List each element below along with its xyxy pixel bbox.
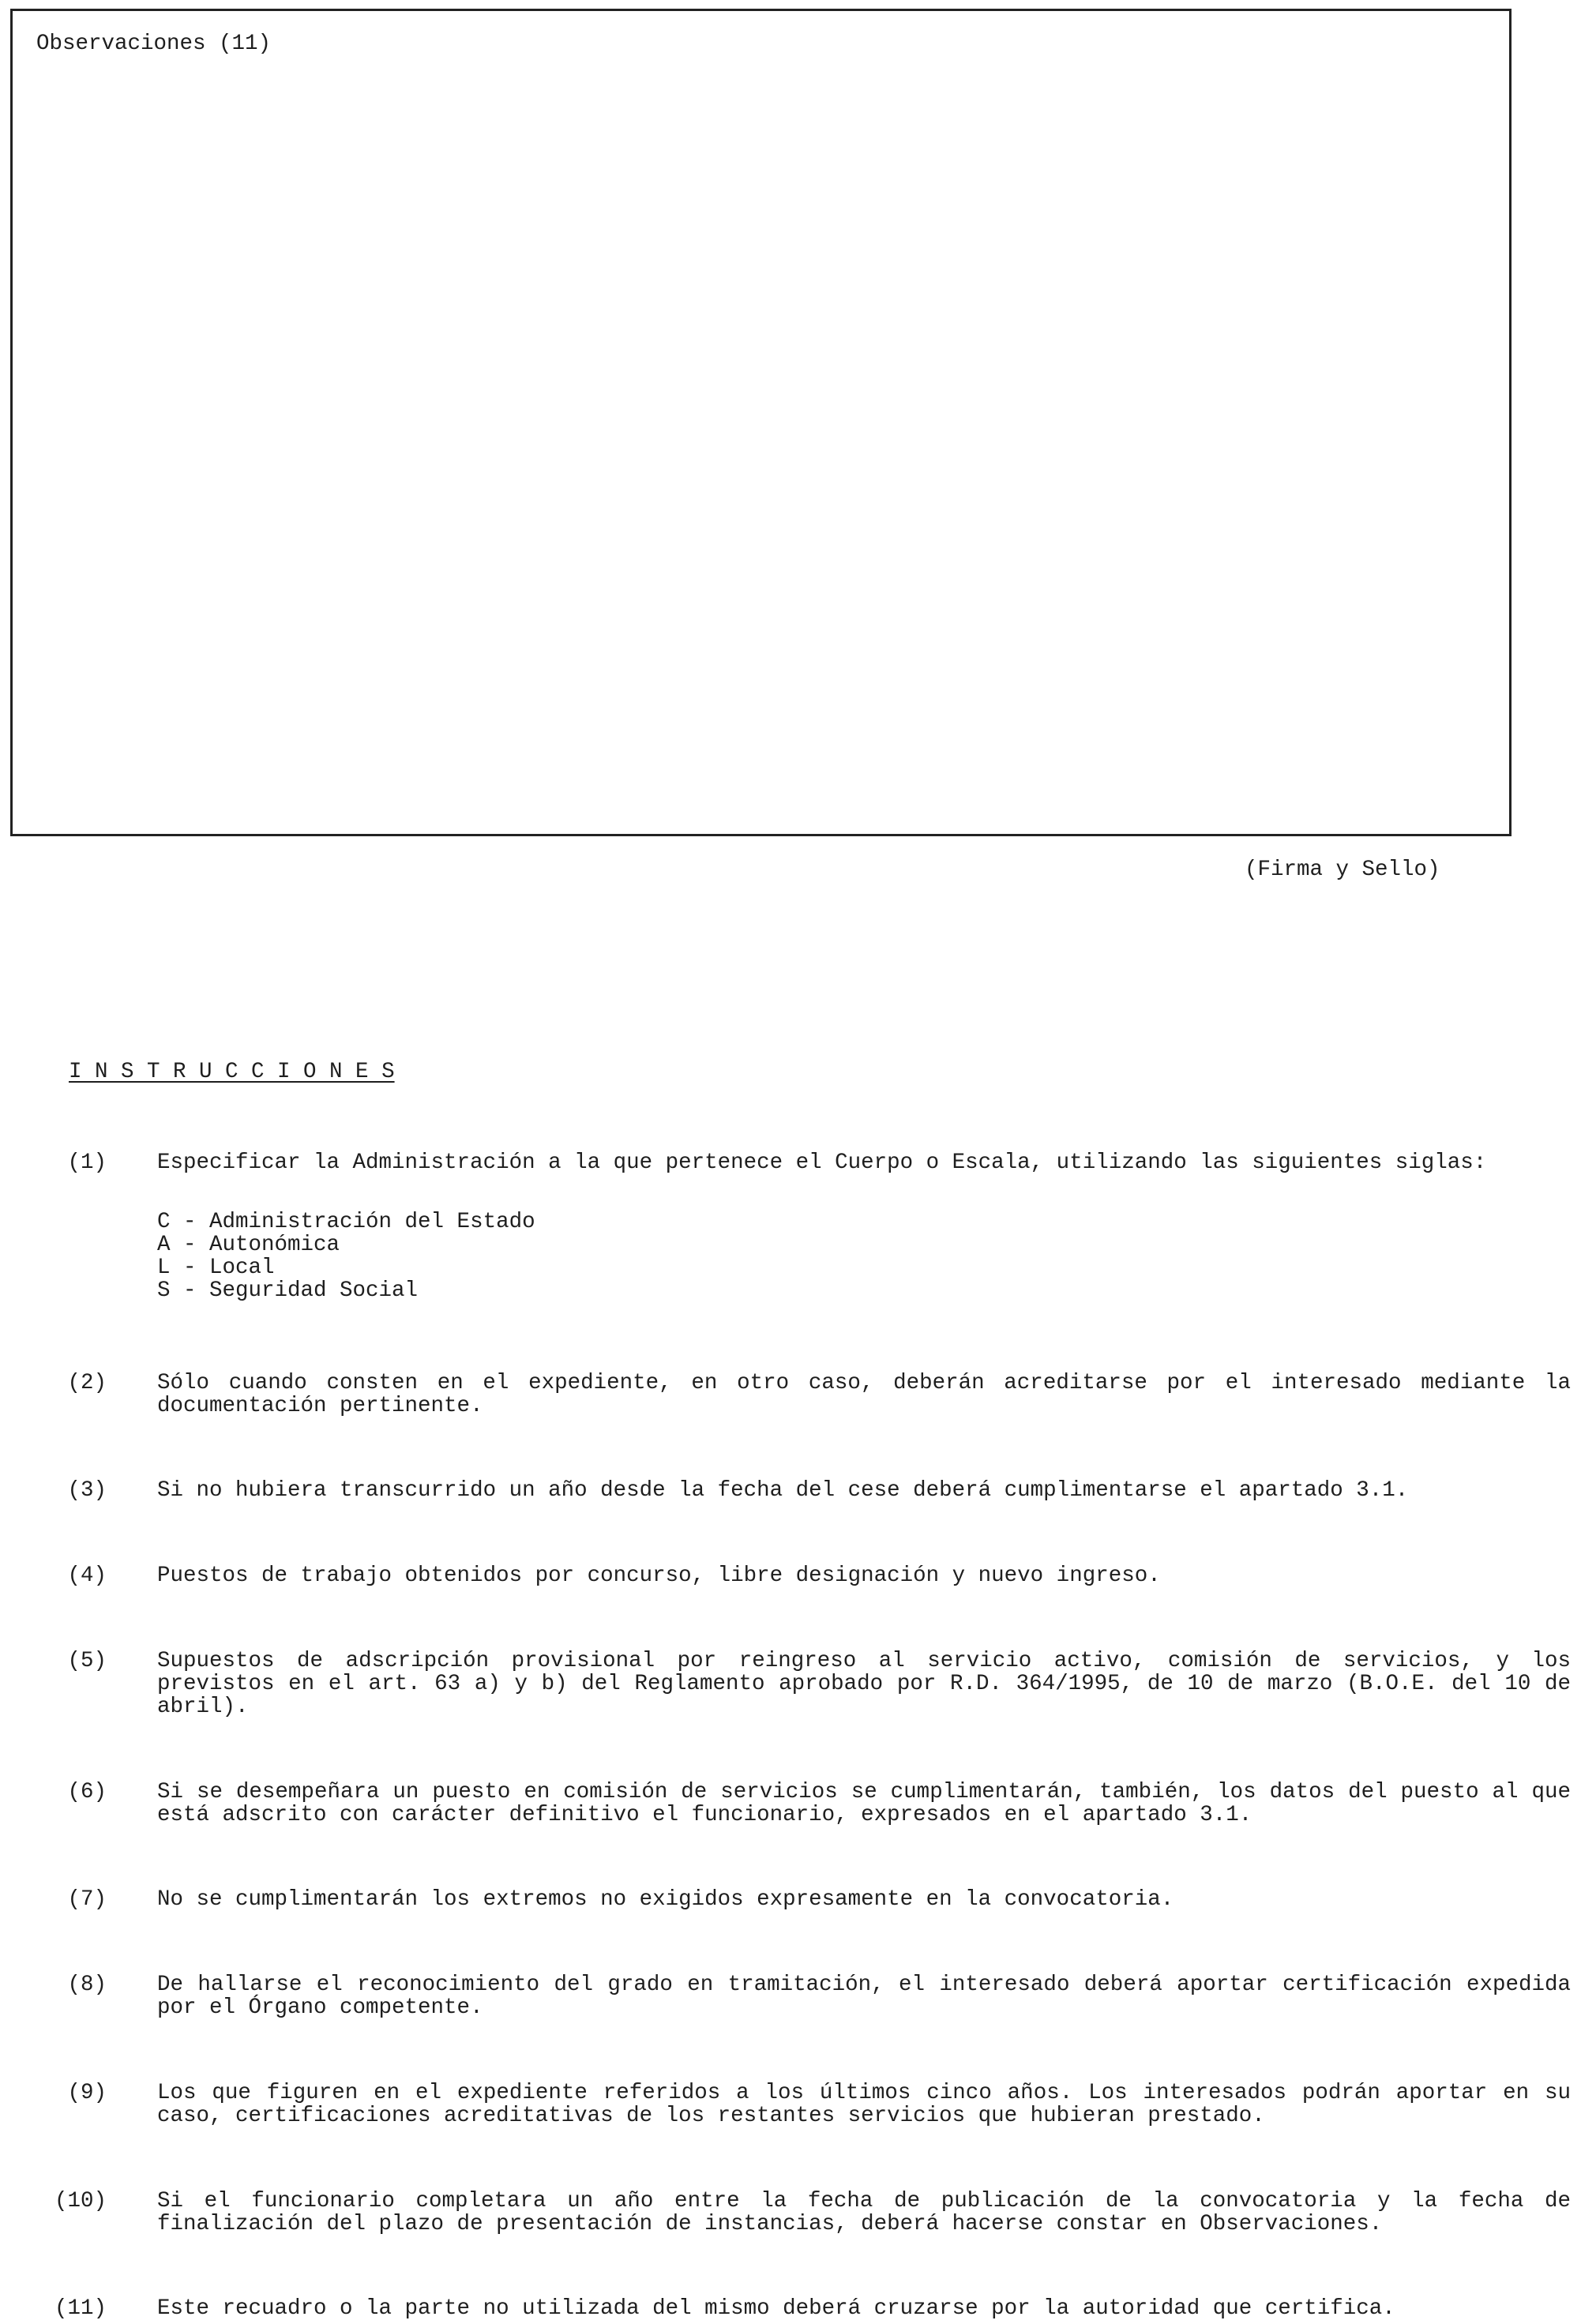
instruction-text: Si no hubiera transcurrido un año desde la fecha del cese deberá cumplimentarse el apartado 3.1. [157, 1478, 1409, 1503]
instruction-number: (7) [67, 1887, 107, 1912]
siglas-item: S - Seguridad Social [157, 1278, 419, 1303]
instruction-text: Si el funcionario completara un año entre la fecha de publicación de la convocatoria y la fecha de finalización del plazo de presentación de instancias, deberá hacerse constar en Observaciones. [157, 2189, 1571, 2236]
instrucciones-heading: I N S T R U C C I O N E S [69, 1060, 395, 1084]
siglas-list [157, 1211, 535, 1302]
instruction-text: De hallarse el reconocimiento del grado en tramitación, el interesado deberá aportar certificación expedida por el Órgano competente. [157, 1973, 1571, 2020]
siglas-item: L - Local [157, 1256, 275, 1280]
instruction-text: Este recuadro o la parte no utilizada del mismo deberá cruzarse por la autoridad que certifica. [157, 2296, 1395, 2321]
instruction-text: Supuestos de adscripción provisional por reingreso al servicio activo, comisión de servicios, y los previstos en el art. 63 a) y b) del Reglamento aprobado por R.D. 364/1995, de 10 de marzo (B.O.E. del 10 de abril). [157, 1649, 1571, 1719]
instruction-number: (10) [54, 2189, 107, 2213]
siglas-item: C - Administración del Estado [157, 1210, 535, 1234]
instruction-number: (3) [67, 1478, 107, 1503]
instruction-number: (1) [67, 1151, 107, 1175]
observaciones-box [10, 9, 1512, 836]
instruction-number: (5) [67, 1649, 107, 1673]
instruction-text: Si se desempeñara un puesto en comisión de servicios se cumplimentarán, también, los datos del puesto al que está adscrito con carácter definitivo el funcionario, expresados en el apartado 3.1. [157, 1780, 1571, 1827]
firma-sello-label: (Firma y Sello) [1245, 858, 1440, 882]
instruction-number: (11) [54, 2296, 107, 2321]
instruction-text: Puestos de trabajo obtenidos por concurso, libre designación y nuevo ingreso. [157, 1564, 1161, 1588]
siglas-item: A - Autonómica [157, 1233, 340, 1257]
instruction-number: (2) [67, 1371, 107, 1395]
observaciones-label: Observaciones (11) [36, 32, 272, 56]
instruction-number: (9) [67, 2081, 107, 2105]
instruction-text: Sólo cuando consten en el expediente, en otro caso, deberán acreditarse por el interesado mediante la documentación pertinente. [157, 1371, 1571, 1418]
instruction-number: (4) [67, 1564, 107, 1588]
instruction-text: No se cumplimentarán los extremos no exigidos expresamente en la convocatoria. [157, 1887, 1174, 1912]
instruction-text: Especificar la Administración a la que pertenece el Cuerpo o Escala, utilizando las siguientes siglas: [157, 1151, 1487, 1175]
instruction-number: (6) [67, 1780, 107, 1804]
instruction-text: Los que figuren en el expediente referidos a los últimos cinco años. Los interesados podrán aportar en su caso, certificaciones acreditativas de los restantes servicios que hubieran prestado. [157, 2081, 1571, 2128]
instruction-number: (8) [67, 1973, 107, 1997]
